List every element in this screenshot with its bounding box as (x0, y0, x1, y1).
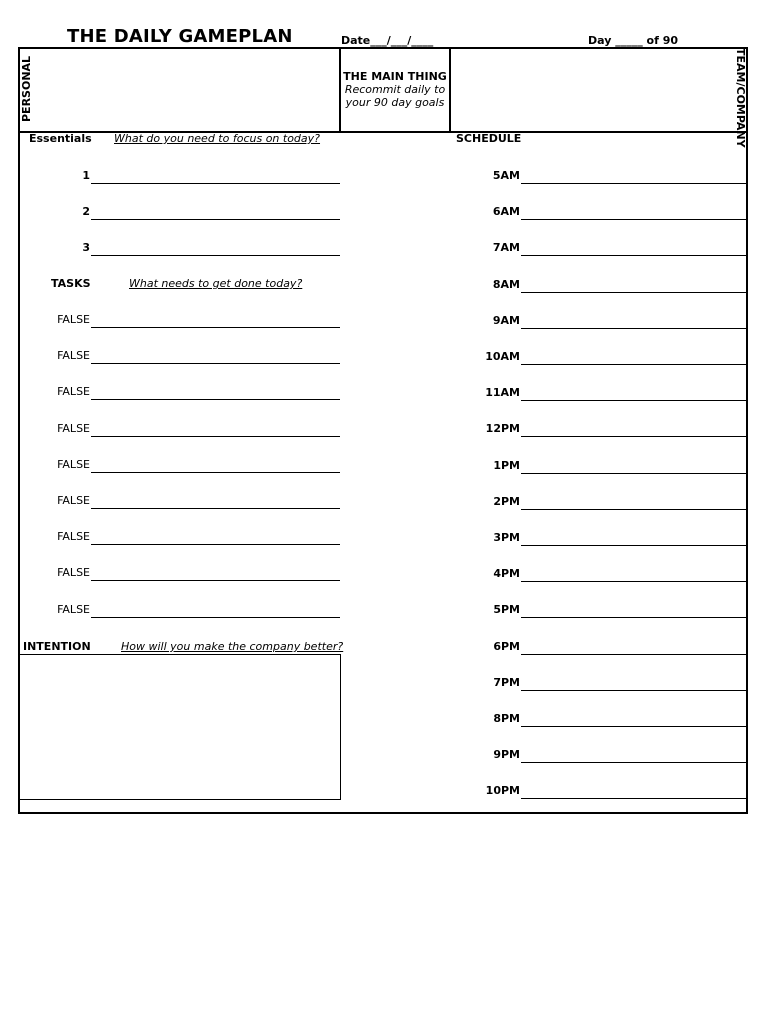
task-label: FALSE (57, 349, 90, 363)
schedule-time-entry-line[interactable] (521, 654, 748, 655)
schedule-time-label: 7AM (492, 241, 520, 255)
tasks-prompt: What needs to get done today? (129, 277, 303, 290)
schedule-time-label: 11AM (485, 386, 520, 400)
schedule-time-entry-line[interactable] (521, 183, 748, 184)
task-entry-line[interactable] (91, 508, 340, 509)
schedule-time-label: 5PM (493, 603, 520, 617)
task-entry-line[interactable] (91, 544, 340, 545)
essential-label: 3 (82, 241, 90, 255)
essential-label: 2 (82, 205, 90, 219)
schedule-time-label: 12PM (485, 422, 520, 436)
schedule-time-entry-line[interactable] (521, 436, 748, 437)
schedule-time-entry-line[interactable] (521, 328, 748, 329)
task-label: FALSE (57, 385, 90, 399)
schedule-time-label: 10AM (485, 350, 520, 363)
task-label: FALSE (57, 313, 90, 326)
schedule-time-entry-line[interactable] (521, 219, 748, 220)
essentials-heading: Essentials (29, 132, 92, 145)
date-field[interactable]: Date___/___/____ (341, 34, 434, 47)
schedule-time-entry-line[interactable] (521, 617, 748, 618)
task-entry-line[interactable] (91, 399, 340, 400)
schedule-heading: SCHEDULE (456, 132, 522, 145)
personal-label: PERSONAL (20, 55, 33, 122)
task-label: FALSE (57, 421, 90, 435)
task-entry-line[interactable] (91, 327, 340, 328)
schedule-time-label: 1PM (493, 458, 520, 472)
team-company-label: TEAM/COMPANY (734, 48, 747, 148)
schedule-time-entry-line[interactable] (521, 726, 748, 727)
main-thing-subtitle-line2: your 90 day goals (345, 96, 445, 109)
task-label: FALSE (57, 602, 90, 616)
schedule-time-label: 3PM (493, 531, 520, 544)
task-entry-line[interactable] (91, 580, 340, 581)
task-entry-line[interactable] (91, 436, 340, 437)
schedule-time-label: 10PM (485, 784, 520, 798)
task-label: FALSE (57, 530, 90, 544)
schedule-time-entry-line[interactable] (521, 762, 748, 763)
task-label: FALSE (57, 494, 90, 507)
tasks-heading: TASKS (51, 277, 91, 290)
schedule-time-label: 4PM (493, 567, 520, 581)
schedule-time-label: 2PM (493, 494, 520, 508)
schedule-time-label: 9PM (493, 748, 520, 762)
task-entry-line[interactable] (91, 363, 340, 364)
task-label: FALSE (57, 566, 90, 580)
main-thing-subtitle-line1: Recommit daily to (344, 83, 446, 96)
essential-label: 1 (82, 169, 90, 182)
schedule-time-entry-line[interactable] (521, 255, 748, 256)
schedule-time-entry-line[interactable] (521, 581, 748, 582)
day-counter-field[interactable]: Day _____ of 90 (588, 34, 679, 47)
schedule-time-entry-line[interactable] (521, 509, 748, 510)
intention-input-box[interactable] (19, 654, 341, 800)
schedule-time-label: 8AM (492, 277, 520, 291)
page-title: THE DAILY GAMEPLAN (67, 26, 293, 47)
schedule-time-label: 5AM (492, 169, 520, 182)
intention-heading: INTENTION (23, 640, 91, 653)
task-entry-line[interactable] (91, 617, 340, 618)
schedule-time-entry-line[interactable] (521, 364, 748, 365)
schedule-time-entry-line[interactable] (521, 400, 748, 401)
main-thing-title: THE MAIN THING (343, 70, 447, 83)
essentials-prompt: What do you need to focus on today? (114, 132, 321, 145)
essential-entry-line[interactable] (91, 183, 340, 184)
main-thing-right-border (449, 47, 451, 132)
schedule-time-entry-line[interactable] (521, 545, 748, 546)
schedule-time-label: 7PM (493, 675, 520, 689)
schedule-time-label: 6AM (492, 205, 520, 219)
essential-entry-line[interactable] (91, 219, 340, 220)
main-thing-panel (341, 70, 449, 109)
schedule-time-entry-line[interactable] (521, 292, 748, 293)
essential-entry-line[interactable] (91, 255, 340, 256)
schedule-time-label: 6PM (493, 639, 520, 653)
schedule-time-label: 9AM (492, 313, 520, 327)
schedule-time-entry-line[interactable] (521, 473, 748, 474)
schedule-time-label: 8PM (493, 712, 520, 725)
schedule-time-entry-line[interactable] (521, 798, 748, 799)
intention-prompt: How will you make the company better? (121, 640, 344, 653)
task-entry-line[interactable] (91, 472, 340, 473)
schedule-time-entry-line[interactable] (521, 690, 748, 691)
task-label: FALSE (57, 457, 90, 471)
